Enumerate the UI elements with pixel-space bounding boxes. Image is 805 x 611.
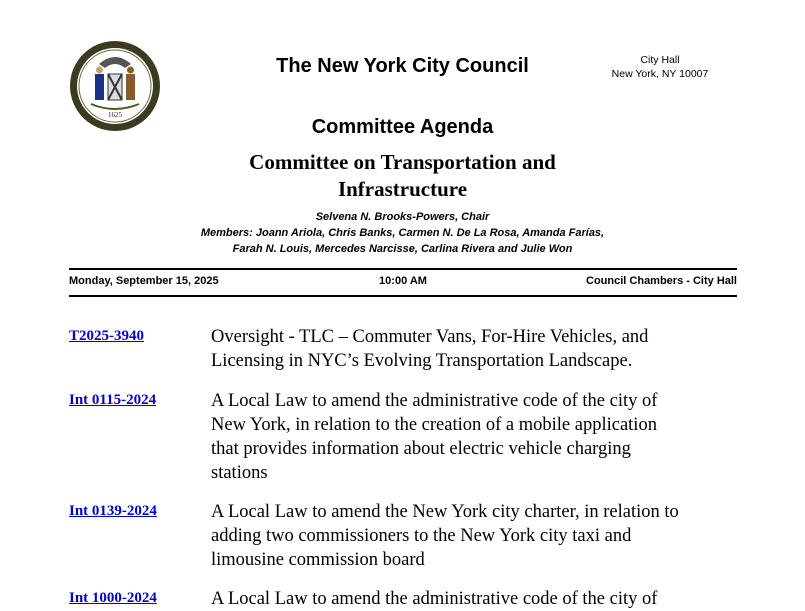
description-line: adding two commissioners to the New York city taxi and bbox=[211, 526, 632, 546]
description-line: New York, in relation to the creation of a mobile application bbox=[211, 415, 657, 435]
description-line: Oversight - TLC – Commuter Vans, For-Hire Vehicles, and bbox=[211, 327, 649, 347]
committee-name-line-1: Committee on Transportation and bbox=[249, 150, 556, 174]
description-line: A Local Law to amend the administrative code of the city of bbox=[211, 391, 658, 411]
agenda-item-link[interactable]: Int 1000-2024 bbox=[69, 590, 157, 606]
address-line-2: New York, NY 10007 bbox=[611, 68, 709, 80]
description-line: Licensing in NYC’s Evolving Transportation Landscape. bbox=[211, 351, 633, 371]
meeting-date: Monday, September 15, 2025 bbox=[69, 275, 219, 287]
meeting-info-bar bbox=[69, 275, 737, 291]
members-line-1: Members: Joann Ariola, Chris Banks, Carmen N. De La Rosa, Amanda Farías, bbox=[200, 227, 605, 239]
divider-top bbox=[69, 268, 737, 270]
description-line: A Local Law to amend the administrative code of the city of bbox=[211, 589, 658, 609]
description-line: stations bbox=[211, 463, 268, 483]
description-line: that provides information about electric vehicle charging bbox=[211, 439, 631, 459]
agenda-item-link[interactable]: Int 0139-2024 bbox=[69, 503, 157, 519]
agenda-item-description bbox=[211, 587, 711, 611]
agenda-title: Committee Agenda bbox=[311, 116, 494, 138]
meeting-time: 10:00 AM bbox=[379, 275, 427, 287]
svg-text:1625: 1625 bbox=[108, 111, 122, 119]
members-line-2: Farah N. Louis, Mercedes Narcisse, Carlina Rivera and Julie Won bbox=[232, 243, 573, 255]
description-line: limousine commission board bbox=[211, 550, 425, 570]
committee-chair: Selvena N. Brooks-Powers, Chair bbox=[315, 211, 490, 223]
nyc-seal-icon bbox=[69, 40, 161, 132]
address-line-1: City Hall bbox=[640, 54, 680, 66]
meeting-location: Council Chambers - City Hall bbox=[586, 275, 737, 287]
committee-members bbox=[150, 209, 655, 257]
divider-bottom bbox=[69, 295, 737, 297]
agenda-item-link[interactable]: T2025-3940 bbox=[69, 328, 144, 344]
description-line: A Local Law to amend the New York city charter, in relation to bbox=[211, 502, 679, 522]
agenda-item-description bbox=[211, 389, 711, 485]
council-title: The New York City Council bbox=[276, 55, 529, 77]
committee-name-line-2: Infrastructure bbox=[337, 177, 468, 201]
address-block bbox=[590, 53, 730, 81]
committee-name bbox=[200, 149, 605, 203]
agenda-item-description bbox=[211, 325, 711, 373]
agenda-item-link[interactable]: Int 0115-2024 bbox=[69, 392, 157, 408]
agenda-item-description bbox=[211, 500, 711, 572]
